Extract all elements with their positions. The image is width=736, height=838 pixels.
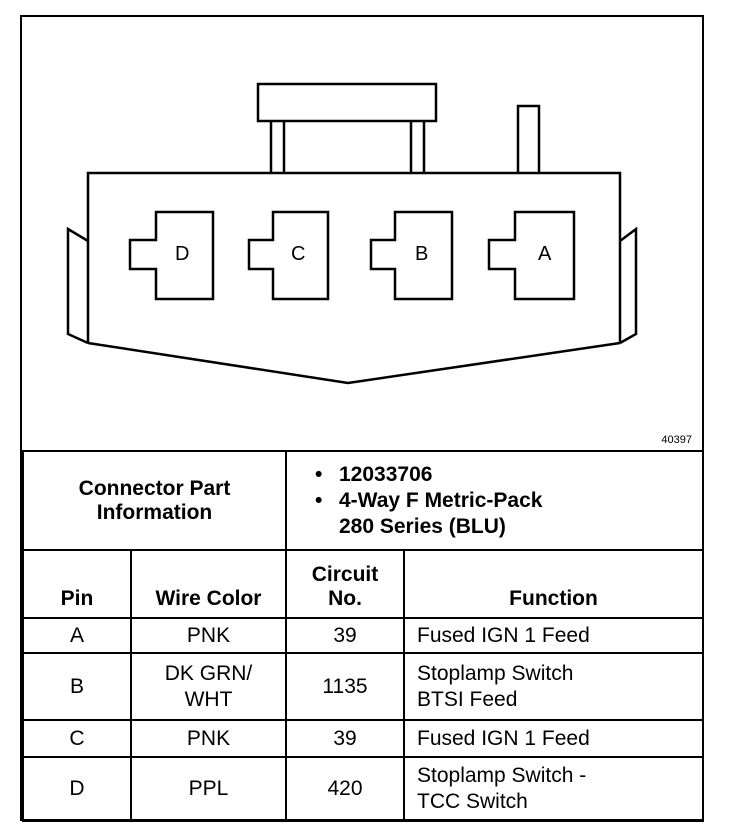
- circuit-cell: 420: [286, 757, 404, 821]
- table-row: [23, 653, 703, 720]
- column-header-row: [23, 550, 703, 618]
- col-circuit: Circuit No.: [286, 550, 404, 618]
- circuit-cell: 1135: [286, 653, 404, 720]
- part-info-label-line2: Information: [96, 500, 213, 524]
- cavity-c: [249, 212, 328, 299]
- col-wire-color: Wire Color: [131, 550, 286, 618]
- part-info-details: [286, 451, 703, 550]
- function-cell: Stoplamp Switch BTSI Feed: [404, 653, 703, 720]
- key-post: [518, 106, 539, 173]
- wire-cell: PNK: [131, 618, 286, 653]
- wire-cell: PPL: [131, 757, 286, 821]
- pin-label-d: D: [175, 243, 190, 265]
- pin-cell: A: [23, 618, 131, 653]
- left-latch: [68, 229, 88, 343]
- figure-number: 40397: [661, 434, 692, 446]
- function-cell: Fused IGN 1 Feed: [404, 618, 703, 653]
- pin-cell: B: [23, 653, 131, 720]
- table-row: [23, 720, 703, 757]
- cavity-b: [371, 212, 452, 299]
- circuit-cell: 39: [286, 618, 404, 653]
- circuit-cell: 39: [286, 720, 404, 757]
- wire-cell: DK GRN/ WHT: [131, 653, 286, 720]
- part-description: • 4-Way F Metric-Pack 280 Series (BLU): [315, 488, 702, 540]
- right-latch: [620, 229, 636, 343]
- table-row: [23, 757, 703, 821]
- col-pin: Pin: [23, 550, 131, 618]
- wire-cell: PNK: [131, 720, 286, 757]
- cavity-a: [489, 212, 574, 299]
- pinout-table: [22, 450, 704, 822]
- pin-cell: D: [23, 757, 131, 821]
- connector-diagram: [22, 17, 702, 450]
- part-info-row: [23, 451, 703, 550]
- function-cell: Fused IGN 1 Feed: [404, 720, 703, 757]
- pin-label-a: A: [538, 243, 552, 265]
- cavity-d: [130, 212, 213, 299]
- table-row: [23, 618, 703, 653]
- col-function: Function: [404, 550, 703, 618]
- pin-label-b: B: [415, 243, 429, 265]
- lock-tab: [258, 84, 436, 121]
- pin-label-c: C: [291, 243, 306, 265]
- pin-cell: C: [23, 720, 131, 757]
- connector-sheet: [20, 15, 704, 821]
- part-info-label-line1: Connector Part: [78, 476, 231, 500]
- function-cell: Stoplamp Switch - TCC Switch: [404, 757, 703, 821]
- connector-drawing: [22, 17, 702, 450]
- part-info-label: [23, 451, 286, 550]
- part-number: • 12033706: [315, 462, 702, 488]
